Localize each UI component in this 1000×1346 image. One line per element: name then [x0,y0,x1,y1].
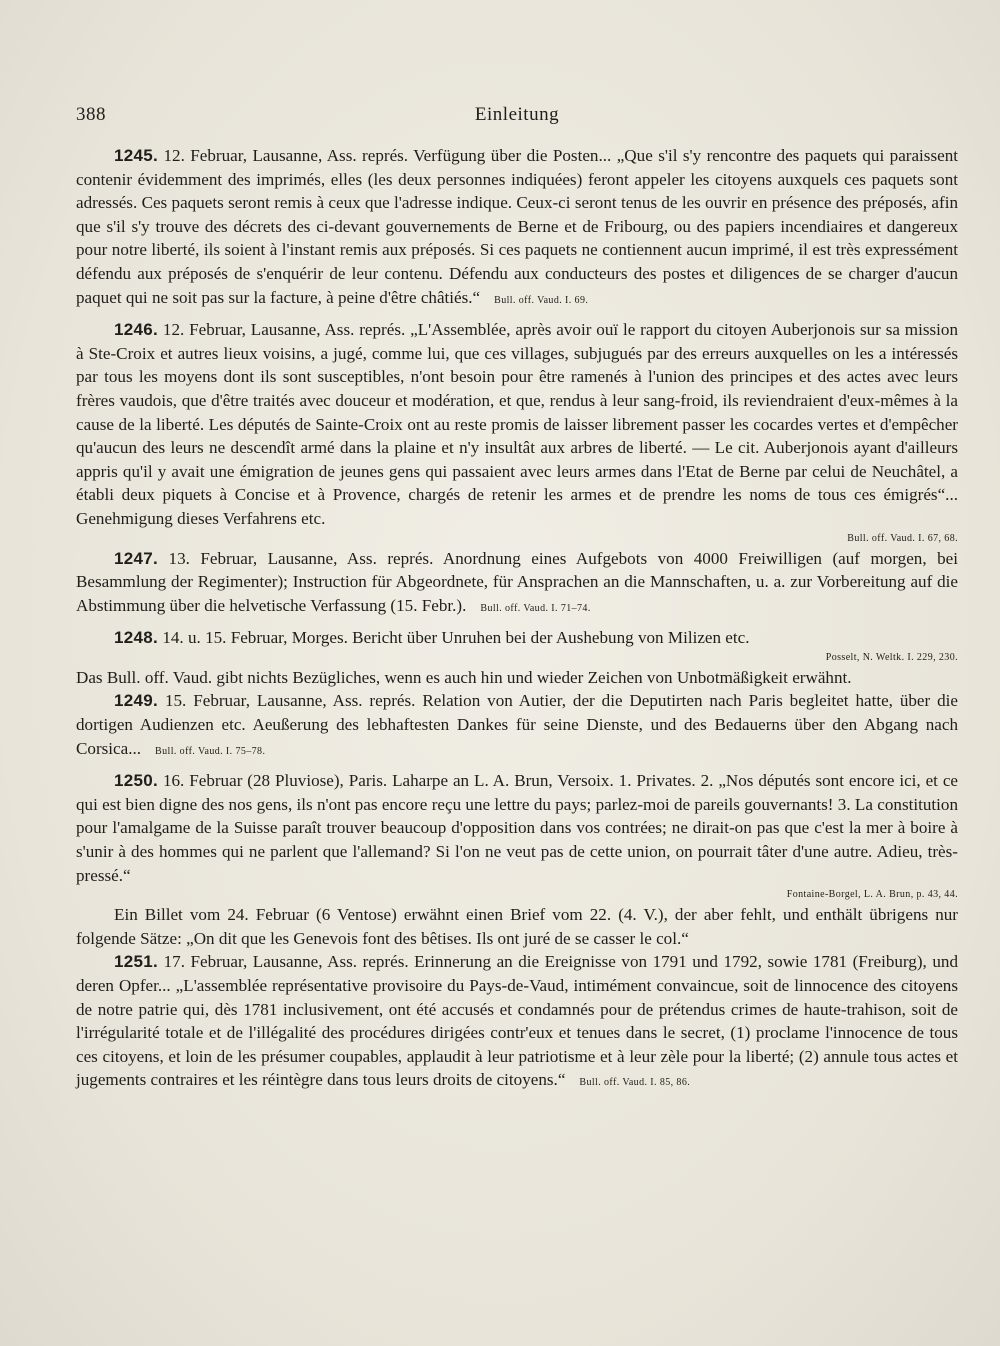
entry-text: 14. u. 15. Februar, Morges. Bericht über Unruhen bei der Aushebung von Milizen etc. [162,628,750,648]
page-body [76,144,958,1095]
entry-text: 12. Februar, Lausanne, Ass. représ. Verfügung über die Posten... „Que s'il s'y rencontre des paquets qui paraissent contenir évidemment des imprimés, elles (les deux personnes indiquées) feront appeler les citoyens auxquels ces paquets sont adressés. Ces paquets seront remis à ceux que l'adresse indique. Ceux-ci seront tenus de les ouvrir en présence des préposés, afin que s'il s'y trouve des décrets des ci-devant gouvernements de Berne et de Fribourg, ou des papiers incendiaires et dangereux pour notre liberté, ils soient à l'instant remis aux préposés. Si ces paquets ne contiennent aucun imprimé, il est très expressément défendu aux préposés de s'enquérir de leur contenu. Défendu aux conducteurs des postes et diligences de se charger d'aucun paquet qui ne soit pas sur la facture, à peine d'être châtiés.“ [76,146,958,307]
entry-text: 17. Februar, Lausanne, Ass. représ. Erinnerung an die Ereignisse von 1791 und 1792, sowie 1781 (Freiburg), und deren Opfer... „L'assemblée représentative provisoire du Pays-de-Vaud, intimément convaincue, soit de linnocence des citoyens de notre patrie qui, dès 1781 inclusivement, ont été accusés et condamnés pour de prétendus crimes de haute-trahison, soit de l'irrégularité totale et de l'illégalité des procédures dirigées contr'eux et tenues dans le secret, (1) proclame l'innocence de tous ces citoyens, et loin de les présumer coupables, applaudit à leur patriotisme et à leur zèle pour la liberté; (2) annule tous actes et jugements contraires et les réintègre dans tous leurs droits de citoyens.“ [76,952,958,1090]
entry-number: 1246. [114,320,159,340]
entry-1251 [76,950,958,1095]
entry-number: 1248. [114,628,159,648]
entry-text: 12. Februar, Lausanne, Ass. représ. „L'Assemblée, après avoir ouï le rapport du citoyen Auberjonois sur sa mission à Ste-Croix et autres lieux voisins, a jugé, comme lui, que ces villages, subjugués par des erreurs auxquelles on les a intéressés par tous les moyens dont ils sont susceptibles, n'ont besoin pour être ramenés à l'union des principes et des actes avec leurs frères vaudois, que d'être traités avec douceur et modération, et que, rendus à leur sang-froid, ils reviendraient d'eux-mêmes à la cause de la liberté. Les députés de Sainte-Croix ont au reste promis de laisser librement passer les cocardes vertes et d'empêcher qu'aucun des leurs ne descendît armé dans la plaine et n'y insultât aux arbres de liberté. — Le cit. Auberjonois ayant d'ailleurs appris qu'il y avait une émigration de jeunes gens qui passaient avec leurs armes dans l'Etat de Berne par celui de Neuchâtel, a établi deux piquets à Concise et à Provence, chargés de retenir les armes et de prendre les noms de tous ces émigrés“... Genehmigung dieses Verfahrens etc. [76,320,958,528]
entry-number: 1249. [114,691,159,711]
entry-source: Bull. off. Vaud. I. 71–74. [480,602,591,614]
entry-source: Bull. off. Vaud. I. 85, 86. [579,1077,691,1089]
entry-text: 15. Februar, Lausanne, Ass. représ. Relation von Autier, der die Deputirten nach Paris begleitet hatte, über die dortigen Audienzen etc. Aeußerung des lebhaftesten Dankes für seine Dienste, und des Bedauerns über den Abgang nach Corsica... [76,691,958,758]
entry-source: Bull. off. Vaud. I. 69. [494,294,589,306]
entry-source: Posselt, N. Weltk. I. 229, 230. [825,651,958,663]
entry-source: Bull. off. Vaud. I. 67, 68. [847,532,958,544]
entry-source: Fontaine-Borgel, L. A. Brun, p. 43, 44. [786,889,958,901]
running-title: Einleitung [474,104,560,125]
entry-number: 1250. [114,771,159,791]
entry-number: 1251. [114,952,159,972]
entry-1248 [76,626,958,650]
page-number: 388 [76,104,106,125]
entry-note: Ein Billet vom 24. Februar (6 Ventose) erwähnt einen Brief vom 22. (4. V.), der aber fehlt, und enthält übrigens nur folgende Sätze: „On dit que les Genevois font des bêtises. Ils ont juré de se casser le col.“ [76,905,958,948]
entry-1249 [76,689,958,763]
entry-note: Das Bull. off. Vaud. gibt nichts Bezügliches, wenn es auch hin und wieder Zeichen von Unbotmäßigkeit erwähnt. [76,667,852,687]
entry-text: 16. Februar (28 Pluviose), Paris. Laharpe an L. A. Brun, Versoix. 1. Privates. 2. „Nos députés sont encore ici, et ce qui est bien digne des nos gens, ils n'ont pas encore reçu une lettre du pays; parlez-moi de pareils gouvernants! 3. La constitution pour l'amalgame de la Suisse paraît trouver beaucoup d'opposition dans vos contrées; ne dirait-on pas que c'est la mer à boire à s'unir à des hommes qui ne parlent que l'allemand? Si l'on ne veut pas de cette union, on pourrait tâter d'une autre. Adieu, très-pressé.“ [76,771,958,885]
page-header [76,100,958,132]
entry-1250 [76,769,958,887]
entry-number: 1245. [114,146,159,165]
entry-1247 [76,547,958,621]
entry-1245 [76,144,958,312]
entry-number: 1247. [114,548,159,568]
entry-1246 [76,318,958,530]
entry-text: 13. Februar, Lausanne, Ass. représ. Anordnung eines Aufgebots von 4000 Freiwilligen (auf morgen, bei Besammlung der Regimenter); Instruction für Abgeordnete, für Ansprachen an die Mannschaften, u. a. zur Vorbereitung auf die Abstimmung über die helvetische Verfassung (15. Febr.). [76,548,958,615]
entry-source: Bull. off. Vaud. I. 75–78. [155,745,266,757]
